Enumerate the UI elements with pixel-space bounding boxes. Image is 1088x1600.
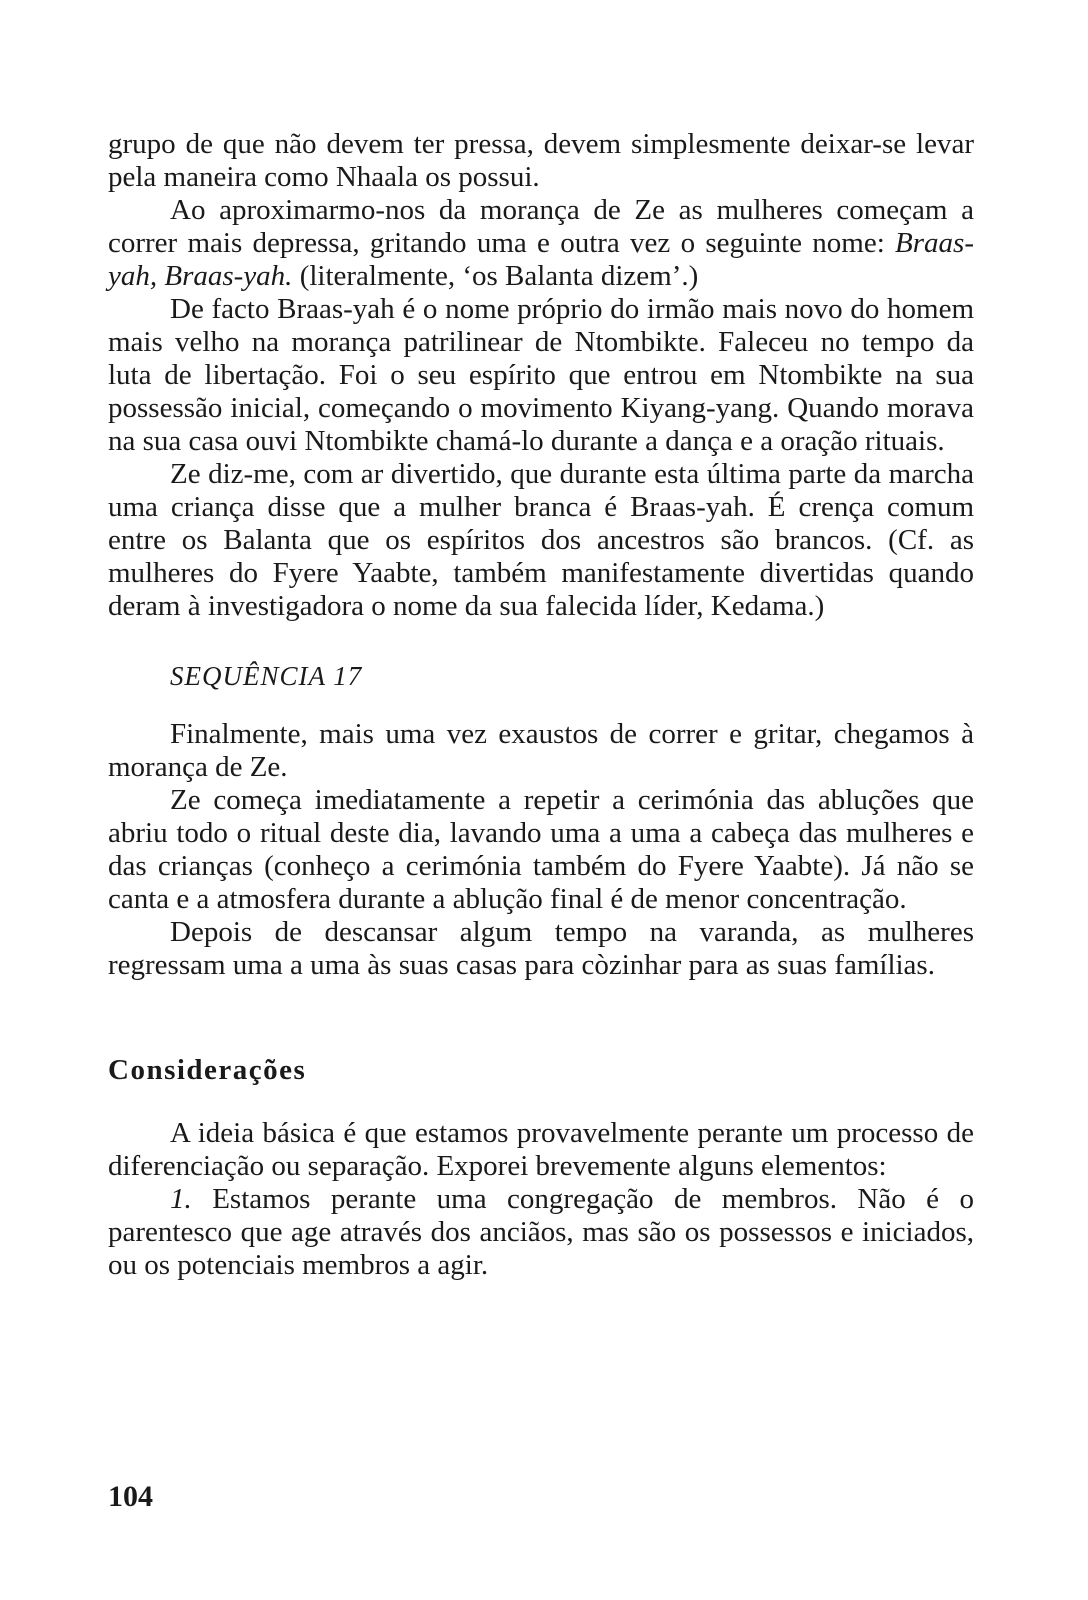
paragraph-text: Ao aproximarmo-nos da morança de Ze as mulheres começam a correr mais depressa, gritando uma e outra vez o seguinte nome: bbox=[108, 194, 974, 259]
sequence-heading: SEQUÊNCIA 17 bbox=[170, 661, 363, 691]
list-number: 1. bbox=[170, 1183, 192, 1215]
paragraph-return-home: Depois de descansar algum tempo na varanda, as mulheres regressam uma a uma às suas casas para còzinhar para as suas famílias. bbox=[108, 916, 974, 981]
paragraph-point-one bbox=[108, 1183, 974, 1282]
paragraph-braas-yah-identity: De facto Braas-yah é o nome próprio do irmão mais novo do homem mais velho na morança patrilinear de Ntombikte. Faleceu no tempo da luta de libertação. Foi o seu espírito que entrou em Ntombikte na sua possessão inicial, começando o movimento Kiyang-yang. Quando morava na sua casa ouvi Ntombikte chamá-lo durante a dança e a oração rituais. bbox=[108, 293, 974, 457]
italic-chant-text: Braas-yah, Braas-yah. bbox=[108, 227, 974, 292]
page-content bbox=[108, 128, 974, 1282]
paragraph-text: (literalmente, ‘os Balanta dizem’.) bbox=[292, 260, 699, 292]
section-heading: Considerações bbox=[108, 1054, 307, 1086]
page-number: 104 bbox=[108, 1480, 153, 1513]
paragraph-white-woman: Ze diz-me, com ar divertido, que durante esta última parte da marcha uma criança disse que a mulher branca é Braas-yah. É crença comum entre os Balanta que os espíritos dos ancestros são brancos. (Cf. as mulheres do Fyere Yaabte, também manifestamente divertidas quando deram à investigadora o nome da sua falecida líder, Kedama.) bbox=[108, 458, 974, 622]
paragraph-text: Estamos perante uma congregação de membros. Não é o parentesco que age através dos anciãos, mas são os possessos e iniciados, ou os potenciais membros a agir. bbox=[108, 1183, 974, 1281]
paragraph-braas-yah-chant bbox=[108, 194, 974, 293]
paragraph-basic-idea: A ideia básica é que estamos provavelmente perante um processo de diferenciação ou separação. Exporei brevemente alguns elementos: bbox=[108, 1117, 974, 1182]
paragraph-ablutions: Ze começa imediatamente a repetir a cerimónia das abluções que abriu todo o ritual deste dia, lavando uma a uma a cabeça das mulheres e das crianças (conheço a cerimónia também do Fyere Yaabte). Já não se canta e a atmosfera durante a ablução final é de menor concentração. bbox=[108, 784, 974, 915]
paragraph-arrival: Finalmente, mais uma vez exaustos de correr e gritar, chegamos à morança de Ze. bbox=[108, 718, 974, 783]
paragraph-continuation: grupo de que não devem ter pressa, devem simplesmente deixar-se levar pela maneira como Nhaala os possui. bbox=[108, 128, 974, 193]
